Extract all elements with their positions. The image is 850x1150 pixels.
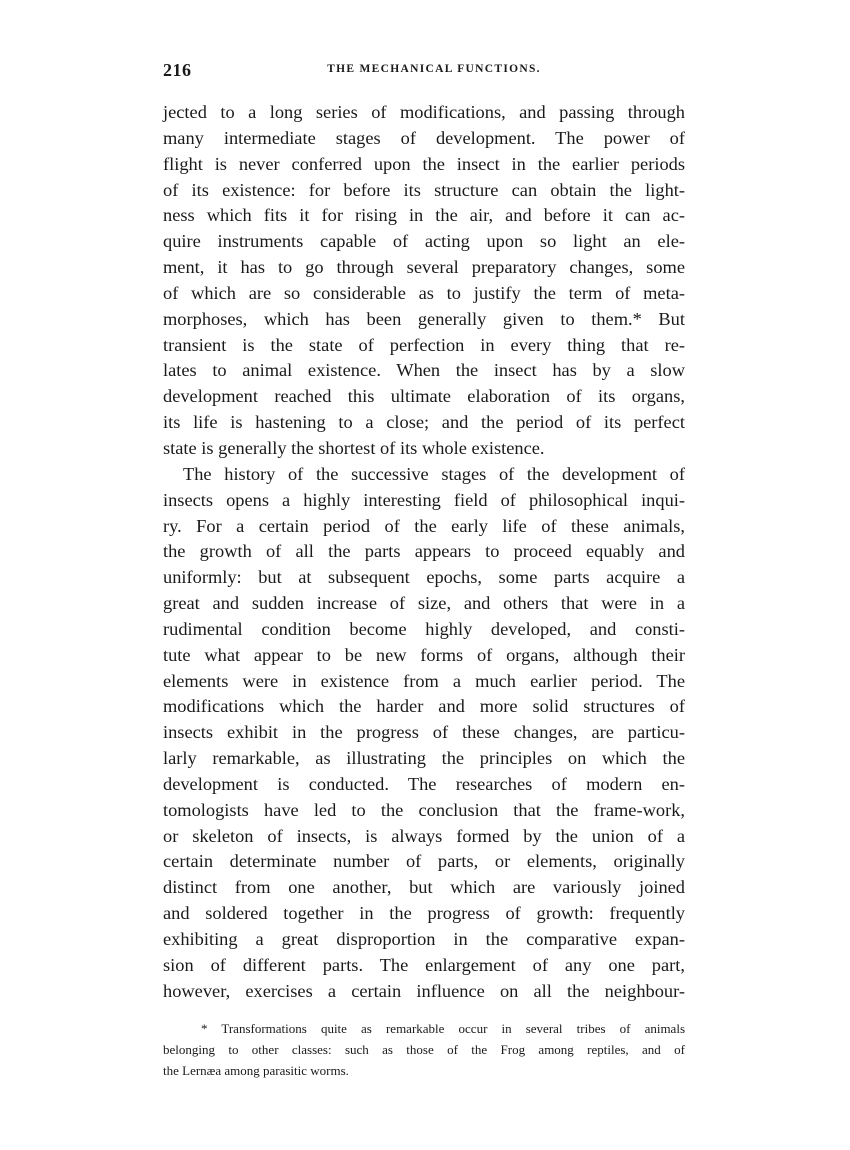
text-line: development reached this ultimate elaboration of its organs, — [163, 386, 685, 407]
text-line: certain determinate number of parts, or elements, originally — [163, 851, 685, 872]
text-line: lates to animal existence. When the insect has by a slow — [163, 360, 685, 381]
text-line: insects opens a highly interesting field of philosophical inqui- — [163, 489, 685, 510]
body-text — [163, 100, 685, 1005]
text-line: flight is never conferred upon the insect in the earlier periods — [163, 153, 685, 174]
text-line: its life is hastening to a close; and the period of its perfect — [163, 412, 685, 433]
text-line: many intermediate stages of development. The power of — [163, 127, 685, 148]
text-line: rudimental condition become highly developed, and consti- — [163, 618, 685, 639]
text-line: of which are so considerable as to justify the term of meta- — [163, 282, 685, 303]
text-line: tute what appear to be new forms of organs, although their — [163, 644, 685, 665]
text-line: development is conducted. The researches of modern en- — [163, 773, 685, 794]
page-number: 216 — [163, 60, 192, 80]
text-line: or skeleton of insects, is always formed by the union of a — [163, 825, 685, 846]
text-line: jected to a long series of modifications, and passing through — [163, 102, 685, 122]
text-line: the growth of all the parts appears to proceed equably and — [163, 541, 685, 562]
footnote-line: the Lernæa among parasitic worms. — [163, 1063, 349, 1078]
text-line: insects exhibit in the progress of these changes, are particu- — [163, 722, 685, 743]
text-line: The history of the successive stages of the development of — [183, 463, 685, 484]
text-line: ry. For a certain period of the early life of these animals, — [163, 515, 685, 536]
text-line: great and sudden increase of size, and others that were in a — [163, 593, 685, 614]
text-line: quire instruments capable of acting upon so light an ele- — [163, 231, 685, 252]
text-line: exhibiting a great disproportion in the comparative expan- — [163, 929, 685, 949]
footnote — [163, 1018, 685, 1081]
text-line: modifications which the harder and more solid structures of — [163, 696, 685, 717]
footnote-line: belonging to other classes: such as those of the Frog among reptiles, and of — [163, 1042, 685, 1057]
text-line: elements were in existence from a much earlier period. The — [163, 670, 685, 691]
text-line: state is generally the shortest of its whole existence. — [163, 437, 545, 458]
text-line: larly remarkable, as illustrating the principles on which the — [163, 748, 685, 769]
text-line: sion of different parts. The enlargement of any one part, — [163, 954, 685, 975]
page-header — [163, 60, 685, 88]
text-line: ness which fits it for rising in the air, and before it can ac- — [163, 205, 685, 226]
text-line: ment, it has to go through several preparatory changes, some — [163, 257, 685, 278]
text-line: transient is the state of perfection in every thing that re- — [163, 334, 685, 355]
running-head: THE MECHANICAL FUNCTIONS. — [327, 63, 541, 75]
text-line: tomologists have led to the conclusion that the frame-work, — [163, 799, 685, 820]
text-line: morphoses, which has been generally given to them.* But — [163, 308, 685, 329]
text-line: distinct from one another, but which are variously joined — [163, 877, 685, 898]
text-line: and soldered together in the progress of growth: frequently — [163, 903, 685, 924]
footnote-line: * Transformations quite as remarkable occur in several tribes of animals — [201, 1021, 685, 1036]
text-line: uniformly: but at subsequent epochs, some parts acquire a — [163, 567, 685, 588]
text-line: of its existence: for before its structure can obtain the light- — [163, 179, 685, 200]
text-line: however, exercises a certain influence on all the neighbour- — [163, 980, 685, 1001]
